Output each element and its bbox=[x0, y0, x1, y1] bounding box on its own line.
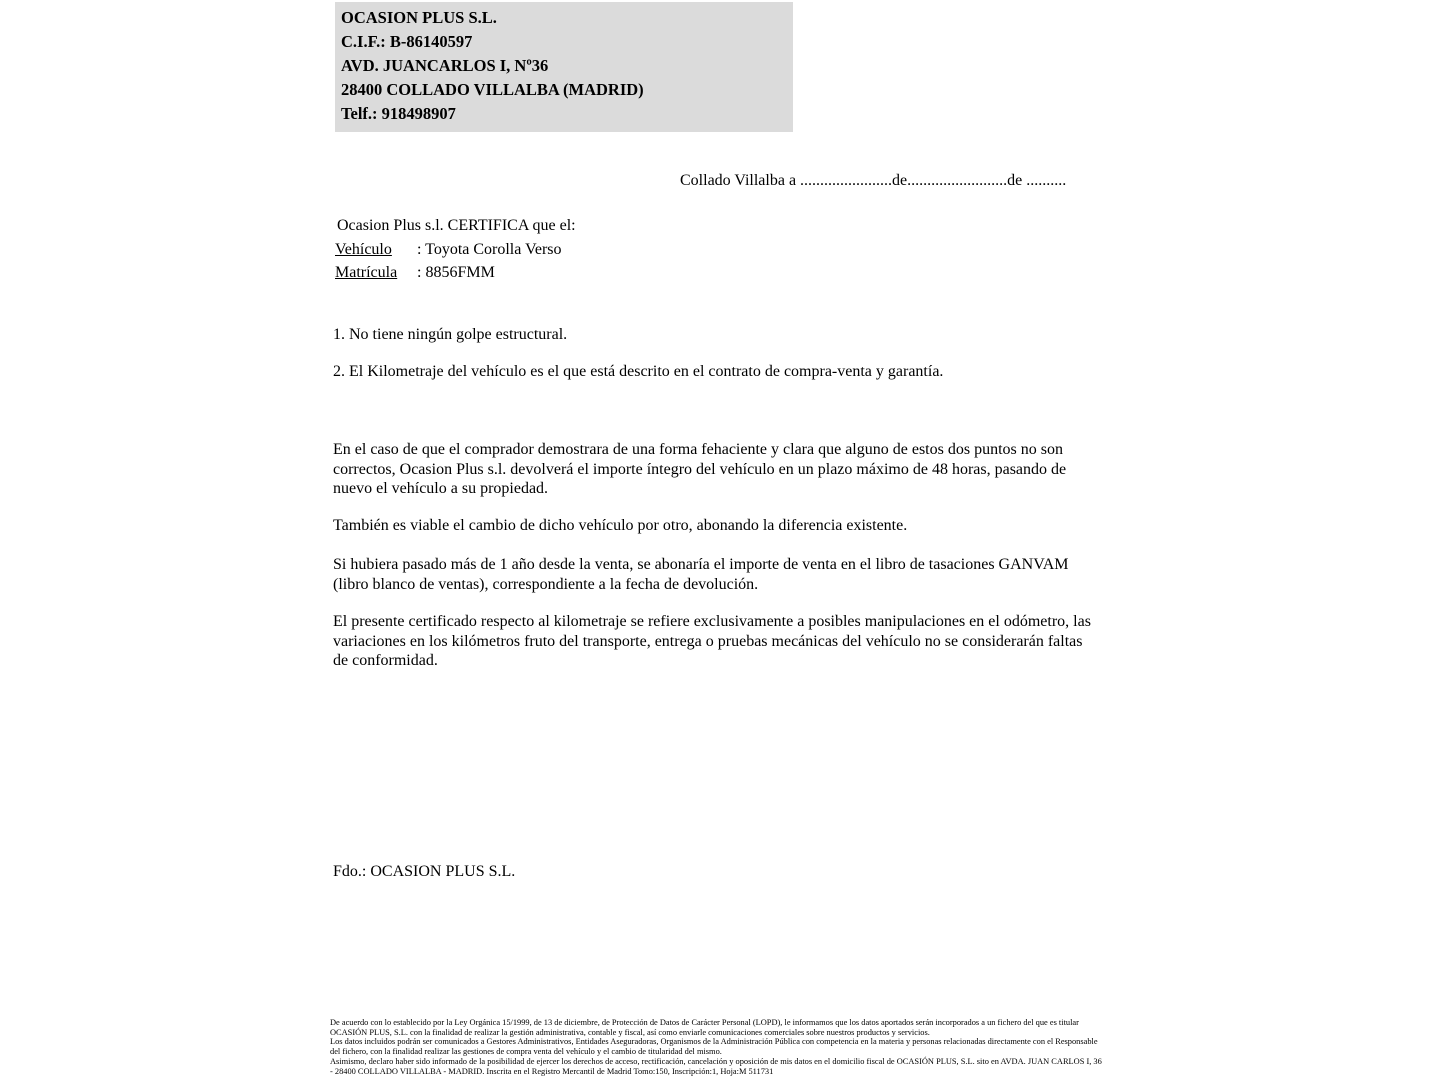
legal-paragraph-data-sharing: Los datos incluidos podrán ser comunicados a Gestores Administrativos, Entidades Aseguradoras, Organismos de la Administración Pública con competencia en la materia y personas relacionadas directamente con el Responsable del fichero, con la finalidad realizar las gestiones de compra venta del vehículo y el cambio de titularidad del mismo. bbox=[330, 1037, 1098, 1057]
paragraph-exchange: También es viable el cambio de dicho vehículo por otro, abonando la diferencia existente. bbox=[333, 517, 908, 534]
legal-paragraph-rights: Asimismo, declaro haber sido informado de la posibilidad de ejercer los derechos de acceso, rectificación, cancelación y oposición de mis datos en el domicilio fiscal de OCASIÓN PLUS, S.L. sito en AVDA. JUAN CARLOS I, 36 - 28400 COLLADO VILLALBA - MADRID. Inscrita en el Registro Mercantil de Madrid Tomo:150, Inscripción:1, Hoja:M 511731 bbox=[330, 1056, 1102, 1076]
legal-footer bbox=[330, 1018, 1105, 1076]
company-name: OCASION PLUS S.L. bbox=[341, 8, 497, 27]
company-cif: C.I.F.: B-86140597 bbox=[341, 32, 473, 51]
vehicle-label: Vehículo bbox=[335, 241, 392, 258]
company-phone: Telf.: 918498907 bbox=[341, 104, 456, 123]
date-line: Collado Villalba a .......................de.........................de .......... bbox=[680, 172, 1067, 189]
plate-value: : 8856FMM bbox=[417, 264, 495, 281]
company-address: AVD. JUANCARLOS I, Nº36 bbox=[341, 56, 549, 75]
clause-1: 1. No tiene ningún golpe estructural. bbox=[333, 326, 568, 343]
clause-2: 2. El Kilometraje del vehículo es el que está descrito en el contrato de compra-venta y garantía. bbox=[333, 363, 944, 380]
paragraph-ganvam: Si hubiera pasado más de 1 año desde la venta, se abonaría el importe de venta en el libro de tasaciones GANVAM (libro blanco de ventas), correspondiente a la fecha de devolución. bbox=[333, 556, 1069, 593]
certify-intro: Ocasion Plus s.l. CERTIFICA que el: bbox=[337, 217, 576, 234]
paragraph-odometer: El presente certificado respecto al kilometraje se refiere exclusivamente a posibles manipulaciones en el odómetro, las variaciones en los kilómetros fruto del transporte, entrega o pruebas mecánicas del vehículo no se considerarán faltas de conformidad. bbox=[333, 613, 1091, 669]
legal-paragraph-lopd: De acuerdo con lo establecido por la Ley Orgánica 15/1999, de 13 de diciembre, de Protección de Datos de Carácter Personal (LOPD), le informamos que los datos aportados serán incorporados a un fichero del que es titular OCASIÓN PLUS, S.L. con la finalidad de realizar la gestión administrativa, contable y fiscal, así como enviarle comunicaciones comerciales sobre nuestros productos y servicios. bbox=[330, 1018, 1079, 1037]
vehicle-value: : Toyota Corolla Verso bbox=[417, 241, 562, 258]
paragraph-refund: En el caso de que el comprador demostrara de una forma fehaciente y clara que alguno de estos dos puntos no son correctos, Ocasion Plus s.l. devolverá el importe íntegro del vehículo en un plazo máximo de 48 horas, pasando de nuevo el vehículo a su propiedad. bbox=[333, 441, 1067, 497]
signature-line: Fdo.: OCASION PLUS S.L. bbox=[333, 863, 516, 880]
plate-label: Matrícula bbox=[335, 264, 398, 281]
company-city: 28400 COLLADO VILLALBA (MADRID) bbox=[341, 80, 644, 99]
plate-label-wrap bbox=[335, 263, 417, 283]
vehicle-line bbox=[335, 240, 562, 260]
plate-line bbox=[335, 263, 495, 283]
company-header-box bbox=[335, 2, 793, 132]
vehicle-label-wrap bbox=[335, 240, 417, 260]
